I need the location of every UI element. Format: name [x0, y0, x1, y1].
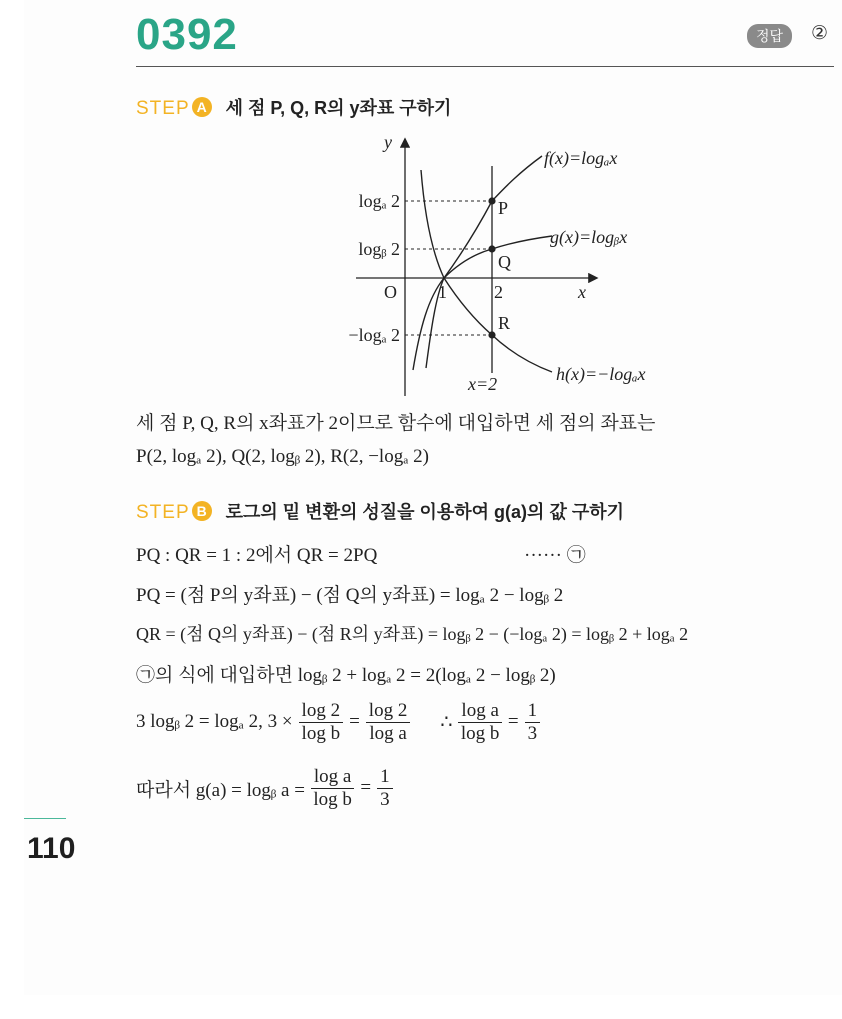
fraction-3-num: log a — [458, 700, 501, 723]
equals-sign-2: = — [507, 711, 519, 733]
vertical-line-label: x=2 — [468, 374, 498, 394]
log-function-graph — [320, 128, 710, 398]
fraction-4-den: 3 — [527, 722, 538, 744]
page-number-rule — [24, 818, 66, 819]
step-a-letter-badge: A — [192, 97, 212, 117]
label-neg-loga2: −logₐ 2 — [348, 325, 400, 345]
equals-sign-3: = — [360, 777, 372, 799]
fraction-1-den: log b — [301, 722, 341, 744]
step-b-line-3: QR = (점 Q의 y좌표) − (점 R의 y좌표) = logᵦ 2 − (−logₐ 2) = logᵦ 2 + logₐ 2 — [136, 624, 689, 644]
fraction-4-num: 1 — [525, 700, 541, 723]
page-number: 110 — [27, 832, 76, 865]
y-axis-label: y — [384, 132, 392, 152]
fraction-1 — [299, 700, 344, 745]
fraction-6 — [377, 766, 393, 811]
problem-number: 0392 — [136, 10, 238, 59]
therefore-symbol: ∴ — [440, 711, 453, 733]
fraction-3 — [458, 700, 501, 745]
answer-badge: 정답 — [747, 24, 792, 48]
tick-x-2: 2 — [494, 282, 503, 302]
line-6-prefix: 따라서 g(a) = logᵦ a = — [136, 779, 305, 801]
step-b-letter-badge: B — [192, 501, 212, 521]
fraction-5-num: log a — [311, 766, 354, 789]
fraction-5-den: log b — [313, 788, 352, 810]
answer-value: ② — [811, 23, 829, 44]
label-logb2: logᵦ 2 — [358, 239, 400, 259]
fraction-4 — [525, 700, 541, 745]
equals-sign-1: = — [349, 711, 360, 733]
curve-g-label: g(x)=logᵦx — [550, 227, 628, 247]
step-b-line-1: PQ : QR = 1 : 2에서 QR = 2PQ — [136, 545, 378, 566]
step-b-line-1-ref: ······ ㉠ — [524, 545, 586, 566]
x-axis-label: x — [578, 282, 586, 302]
fraction-5 — [311, 766, 354, 811]
point-P-label: P — [498, 198, 509, 218]
point-Q-label: Q — [498, 252, 511, 272]
point-Q-dot — [488, 245, 495, 252]
step-a-body-line-1: 세 점 P, Q, R의 x좌표가 2이므로 함수에 대입하면 세 점의 좌표는 — [136, 413, 656, 434]
step-a-title: 세 점 P, Q, R의 y좌표 구하기 — [225, 98, 452, 118]
step-b-line-2: PQ = (점 P의 y좌표) − (점 Q의 y좌표) = logₐ 2 − logᵦ 2 — [136, 585, 564, 606]
step-b-label: STEP — [136, 502, 190, 523]
curve-f — [413, 156, 542, 370]
step-b-line-5 — [136, 700, 540, 745]
origin-label: O — [384, 282, 397, 302]
fraction-2 — [366, 700, 411, 745]
fraction-6-den: 3 — [380, 788, 390, 810]
curve-h — [421, 170, 552, 372]
tick-x-1: 1 — [438, 282, 447, 302]
curve-g — [426, 236, 552, 368]
fraction-1-num: log 2 — [299, 700, 344, 723]
curve-f-label: f(x)=logₐx — [544, 148, 618, 168]
fraction-3-den: log b — [460, 722, 500, 744]
point-P-dot — [488, 197, 495, 204]
line-5-prefix: 3 logᵦ 2 = logₐ 2, 3 × — [136, 711, 293, 733]
step-b-line-6 — [136, 766, 393, 811]
step-b-line-4: ㉠의 식에 대입하면 logᵦ 2 + logₐ 2 = 2(logₐ 2 − logᵦ 2) — [136, 665, 556, 686]
point-R-label: R — [498, 313, 511, 333]
step-a-body-line-2: P(2, logₐ 2), Q(2, logᵦ 2), R(2, −logₐ 2) — [136, 446, 429, 467]
fraction-2-num: log 2 — [366, 700, 411, 723]
label-loga2: logₐ 2 — [358, 191, 400, 211]
step-a-heading — [136, 94, 451, 120]
header-divider — [136, 66, 834, 67]
curve-h-label: h(x)=−logₐx — [556, 364, 646, 384]
step-b-heading — [136, 498, 624, 524]
step-b-title: 로그의 밑 변환의 성질을 이용하여 g(a)의 값 구하기 — [225, 502, 624, 522]
fraction-2-den: log a — [369, 722, 407, 744]
fraction-6-num: 1 — [377, 766, 393, 789]
step-a-label: STEP — [136, 98, 190, 119]
point-R-dot — [488, 331, 495, 338]
